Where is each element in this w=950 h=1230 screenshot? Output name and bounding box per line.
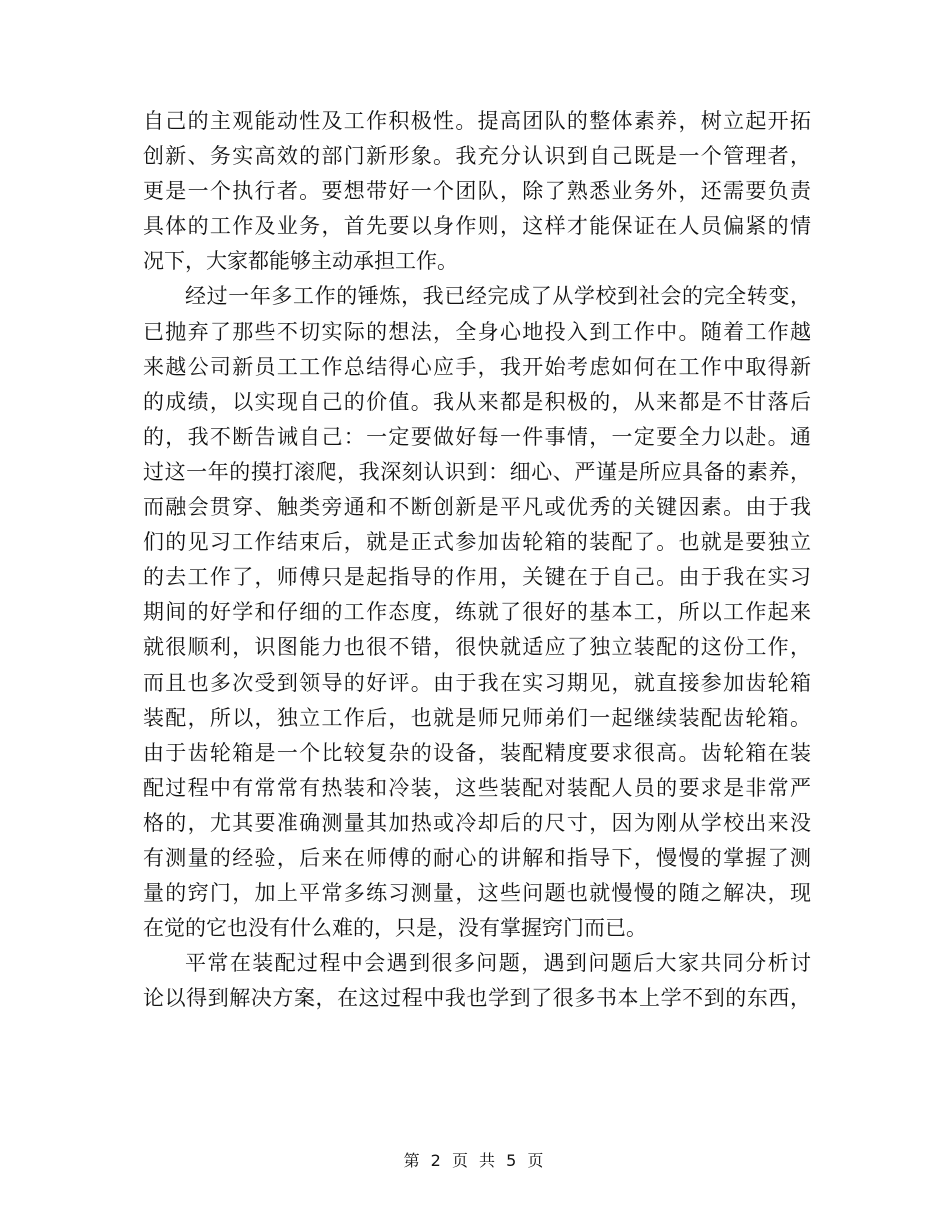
text-line: 更是一个执行者。要想带好一个团队，除了熟悉业务外，还需要负责 [143,179,811,204]
body-text [143,104,811,1016]
text-line: 过这一年的摸打滚爬，我深刻认识到：细心、严谨是所应具备的素养， [143,459,811,484]
paragraph [143,279,811,946]
text-line: 配过程中有常常有热装和冷装，这些装配对装配人员的要求是非常严 [143,775,811,800]
text-line: 论以得到解决方案，在这过程中我也学到了很多书本上学不到的东西， [143,986,811,1011]
text-line: 的成绩，以实现自己的价值。我从来都是积极的，从来都是不甘落后 [143,389,811,414]
text-line: 有测量的经验，后来在师傅的耐心的讲解和指导下，慢慢的掌握了测 [143,845,811,870]
text-line: 经过一年多工作的锤炼，我已经完成了从学校到社会的完全转变， [185,284,811,309]
text-line: 们的见习工作结束后，就是正式参加齿轮箱的装配了。也就是要独立 [143,530,811,555]
text-line: 况下，大家都能够主动承担工作。 [143,249,458,274]
text-line: 的去工作了，师傅只是起指导的作用，关键在于自己。由于我在实习 [143,565,811,590]
text-line: 而且也多次受到领导的好评。由于我在实习期见，就直接参加齿轮箱 [143,670,811,695]
text-line: 已抛弃了那些不切实际的想法，全身心地投入到工作中。随着工作越 [143,319,811,344]
paragraph [143,104,811,279]
text-line: 的，我不断告诫自己：一定要做好每一件事情，一定要全力以赴。通 [143,424,811,449]
text-line: 自己的主观能动性及工作积极性。提高团队的整体素养，树立起开拓 [143,109,811,133]
text-line: 创新、务实高效的部门新形象。我充分认识到自己既是一个管理者， [143,144,811,169]
text-line: 量的窍门，加上平常多练习测量，这些问题也就慢慢的随之解决，现 [143,881,811,906]
text-line: 而融会贯穿、触类旁通和不断创新是平凡或优秀的关键因素。由于我 [143,495,811,520]
text-line: 在觉的它也没有什么难的，只是，没有掌握窍门而已。 [143,916,647,941]
text-line: 就很顺利，识图能力也很不错，很快就适应了独立装配的这份工作， [143,635,811,660]
text-line: 来越公司新员工工作总结得心应手，我开始考虑如何在工作中取得新 [143,354,811,379]
paragraph [143,946,811,1016]
text-line: 装配，所以，独立工作后，也就是师兄师弟们一起继续装配齿轮箱。 [143,705,811,730]
text-line: 具体的工作及业务，首先要以身作则，这样才能保证在人员偏紧的情 [143,214,811,239]
page-footer: 第 2 页 共 5 页 [403,1151,547,1170]
text-line: 平常在装配过程中会遇到很多问题，遇到问题后大家共同分析讨 [185,951,811,976]
text-line: 由于齿轮箱是一个比较复杂的设备，装配精度要求很高。齿轮箱在装 [143,740,811,765]
text-line: 期间的好学和仔细的工作态度，练就了很好的基本工，所以工作起来 [143,600,811,625]
text-line: 格的，尤其要准确测量其加热或冷却后的尺寸，因为刚从学校出来没 [143,810,811,835]
